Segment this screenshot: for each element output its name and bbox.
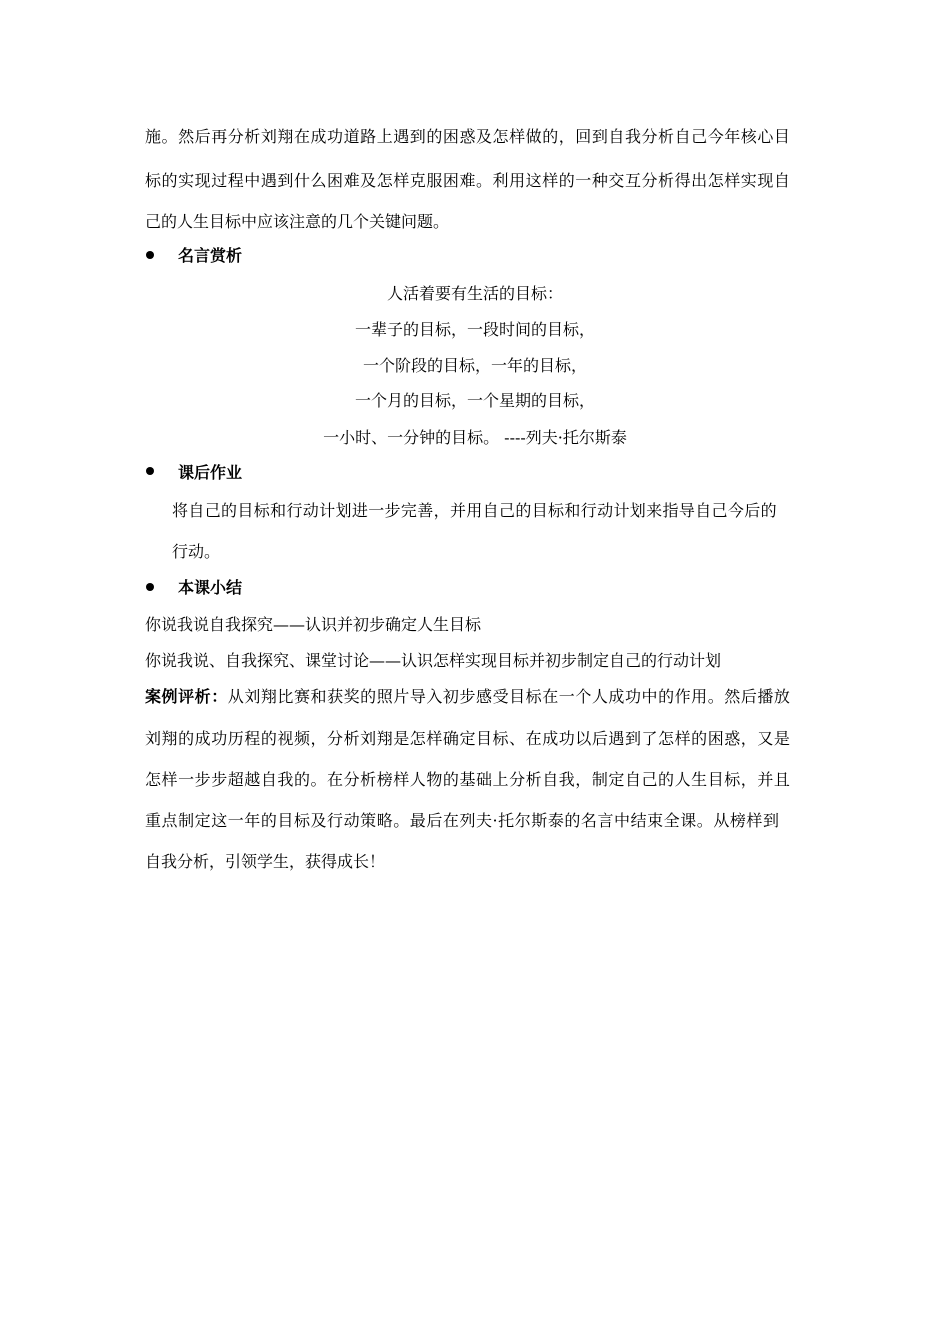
intro-line-3: 己的人生目标中应该注意的几个关键问题。: [145, 212, 450, 231]
quote-heading: 名言赏析: [178, 246, 243, 265]
homework-line-2: 行动。: [172, 542, 221, 561]
case-analysis-line-4: 重点制定这一年的目标及行动策略。最后在列夫·托尔斯泰的名言中结束全课。从榜样到: [145, 811, 780, 830]
summary-heading: 本课小结: [178, 578, 243, 597]
summary-line-2: 你说我说、自我探究、课堂讨论——认识怎样实现目标并初步制定自己的行动计划: [145, 651, 722, 670]
homework-heading: 课后作业: [178, 463, 243, 482]
quote-line-1: 人活着要有生活的目标：: [386, 284, 563, 303]
case-analysis-line-3: 怎样一步步超越自我的。在分析榜样人物的基础上分析自我，制定自己的人生目标，并且: [145, 770, 791, 789]
case-analysis-first-line: 从刘翔比赛和获奖的照片导入初步感受目标在一个人成功中的作用。然后播放: [227, 687, 791, 706]
bullet-icon: [146, 583, 154, 591]
case-analysis-line-2: 刘翔的成功历程的视频，分析刘翔是怎样确定目标、在成功以后遇到了怎样的困惑，又是: [145, 729, 791, 748]
summary-line-1: 你说我说自我探究——认识并初步确定人生目标: [145, 615, 482, 634]
intro-line-2: 标的实现过程中遇到什么困难及怎样克服困难。利用这样的一种交互分析得出怎样实现自: [145, 171, 791, 190]
case-analysis-label: 案例评析：: [145, 687, 228, 706]
case-analysis-line-5: 自我分析，引领学生，获得成长！: [145, 852, 386, 871]
homework-line-1: 将自己的目标和行动计划进一步完善，并用自己的目标和行动计划来指导自己今后的: [172, 501, 777, 520]
case-analysis-line-1: [145, 687, 805, 707]
quote-line-3: 一个阶段的目标，一年的目标，: [362, 356, 587, 375]
intro-line-1: 施。然后再分析刘翔在成功道路上遇到的困惑及怎样做的，回到自我分析自己今年核心目: [145, 127, 791, 146]
quote-line-2: 一辈子的目标，一段时间的目标，: [354, 320, 595, 339]
bullet-icon: [146, 251, 154, 259]
quote-line-4: 一个月的目标，一个星期的目标，: [354, 391, 595, 410]
quote-line-5: 一小时、一分钟的目标。 ----列夫·托尔斯泰: [323, 428, 627, 447]
bullet-icon: [146, 467, 154, 475]
